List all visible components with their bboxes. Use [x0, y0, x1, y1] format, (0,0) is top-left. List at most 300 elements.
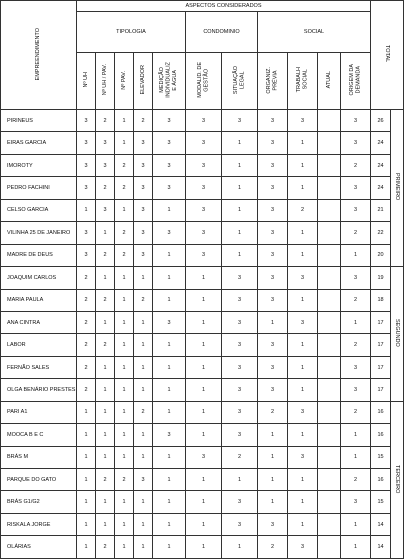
score-cell: 1	[186, 491, 222, 513]
score-cell: 1	[222, 177, 258, 199]
score-cell: 1	[96, 267, 115, 289]
score-cell: 1	[288, 356, 318, 378]
column-header-line: MEDIÇÃO	[159, 67, 166, 93]
score-cell: 2	[96, 289, 115, 311]
score-cell: 2	[134, 289, 153, 311]
total-cell: 17	[371, 311, 391, 333]
score-cell: 1	[115, 334, 134, 356]
score-cell	[318, 536, 341, 558]
score-cell: 1	[134, 334, 153, 356]
score-cell	[318, 177, 341, 199]
total-cell: 15	[371, 446, 391, 468]
score-cell: 1	[288, 222, 318, 244]
score-cell: 3	[153, 222, 186, 244]
table-row	[1, 110, 404, 132]
score-cell: 2	[96, 244, 115, 266]
score-cell: 1	[153, 289, 186, 311]
score-cell: 1	[222, 469, 258, 491]
column-header-line: ORGANIZ.	[266, 66, 272, 94]
score-cell: 1	[288, 379, 318, 401]
score-cell: 2	[115, 222, 134, 244]
score-cell: 1	[153, 536, 186, 558]
score-cell: 1	[77, 491, 96, 513]
score-cell: 1	[258, 446, 288, 468]
rank-group-label	[391, 401, 404, 558]
score-cell: 2	[77, 379, 96, 401]
score-cell: 1	[341, 536, 371, 558]
score-cell: 1	[77, 536, 96, 558]
score-cell: 3	[258, 199, 288, 221]
score-cell: 1	[288, 491, 318, 513]
score-cell: 1	[96, 424, 115, 446]
score-cell: 2	[222, 446, 258, 468]
score-cell: 3	[222, 491, 258, 513]
score-cell: 1	[77, 513, 96, 535]
table-row	[1, 199, 404, 221]
empreendimento-name: BRÁS M	[1, 446, 77, 468]
empreendimento-name: PARQUE DO GATO	[1, 469, 77, 491]
score-cell: 1	[115, 267, 134, 289]
score-cell: 3	[258, 289, 288, 311]
score-cell: 3	[288, 267, 318, 289]
empreendimento-name: PEDRO FACHINI	[1, 177, 77, 199]
score-cell: 1	[153, 334, 186, 356]
score-cell: 1	[186, 334, 222, 356]
aspectos-header: ASPECTOS CONSIDERADOS	[77, 1, 371, 12]
column-header	[77, 53, 96, 110]
score-cell: 1	[96, 379, 115, 401]
score-cell: 2	[341, 154, 371, 176]
score-cell: 2	[96, 334, 115, 356]
score-cell: 1	[77, 424, 96, 446]
score-cell: 3	[222, 424, 258, 446]
table-row	[1, 536, 404, 558]
score-cell: 1	[115, 379, 134, 401]
score-cell: 2	[77, 356, 96, 378]
score-cell: 3	[134, 244, 153, 266]
score-cell	[318, 132, 341, 154]
empreendimento-name: LABOR	[1, 334, 77, 356]
empreendimento-name: OLÁRIAS	[1, 536, 77, 558]
score-cell: 3	[77, 110, 96, 132]
score-cell: 2	[77, 334, 96, 356]
total-cell: 26	[371, 110, 391, 132]
score-cell: 1	[115, 289, 134, 311]
empreendimento-name: MADRE DE DEUS	[1, 244, 77, 266]
score-cell: 2	[77, 311, 96, 333]
score-cell: 1	[134, 424, 153, 446]
score-cell: 1	[153, 469, 186, 491]
score-cell: 1	[96, 356, 115, 378]
score-cell: 3	[341, 267, 371, 289]
column-header	[96, 53, 115, 110]
tipologia-header: TIPOLOGIA	[77, 12, 186, 53]
score-cell: 3	[222, 379, 258, 401]
score-cell: 1	[77, 446, 96, 468]
empreendimento-name: PARI A1	[1, 401, 77, 423]
score-cell: 3	[153, 132, 186, 154]
total-cell: 18	[371, 289, 391, 311]
score-cell: 1	[153, 513, 186, 535]
score-cell	[318, 401, 341, 423]
column-header-line: SOCIAL	[302, 69, 309, 91]
score-cell: 1	[258, 424, 288, 446]
score-cell: 3	[288, 311, 318, 333]
table-row	[1, 267, 404, 289]
score-cell: 1	[288, 289, 318, 311]
score-cell: 3	[153, 424, 186, 446]
score-cell: 1	[288, 513, 318, 535]
empreendimento-name: BRÁS G1/G2	[1, 491, 77, 513]
score-cell: 1	[288, 469, 318, 491]
score-cell: 1	[222, 222, 258, 244]
empreendimento-header: EMPREENDIMENTO	[1, 1, 77, 110]
score-cell: 3	[341, 491, 371, 513]
score-cell	[318, 199, 341, 221]
column-header-line: INDIVIDUALIZ	[165, 62, 172, 98]
score-cell: 1	[96, 222, 115, 244]
table-row	[1, 424, 404, 446]
score-cell	[318, 311, 341, 333]
score-cell: 3	[341, 199, 371, 221]
score-cell: 3	[134, 469, 153, 491]
total-cell: 24	[371, 177, 391, 199]
score-cell: 3	[341, 110, 371, 132]
column-header	[134, 53, 153, 110]
score-cell: 2	[258, 536, 288, 558]
empreendimento-name: CELSO GARCIA	[1, 199, 77, 221]
score-cell: 1	[186, 311, 222, 333]
score-cell: 3	[222, 334, 258, 356]
total-cell: 24	[371, 154, 391, 176]
score-cell	[318, 334, 341, 356]
score-cell: 1	[288, 132, 318, 154]
score-cell	[318, 424, 341, 446]
score-cell: 1	[77, 401, 96, 423]
score-cell	[318, 154, 341, 176]
score-cell: 3	[341, 177, 371, 199]
score-cell: 1	[186, 469, 222, 491]
empreendimento-name: OLGA BENÁRIO PRESTES	[1, 379, 77, 401]
score-cell: 1	[153, 199, 186, 221]
score-cell: 2	[77, 267, 96, 289]
score-cell: 2	[115, 244, 134, 266]
score-cell: 2	[96, 177, 115, 199]
score-cell: 2	[288, 199, 318, 221]
score-cell: 3	[222, 289, 258, 311]
table-row	[1, 356, 404, 378]
score-cell: 3	[77, 244, 96, 266]
total-cell: 17	[371, 379, 391, 401]
score-cell: 3	[258, 177, 288, 199]
score-cell: 3	[134, 132, 153, 154]
total-cell: 20	[371, 244, 391, 266]
score-cell: 3	[341, 379, 371, 401]
score-cell: 1	[186, 536, 222, 558]
score-cell: 1	[153, 446, 186, 468]
score-cell: 3	[258, 244, 288, 266]
score-cell: 1	[134, 356, 153, 378]
score-cell: 1	[134, 379, 153, 401]
score-cell: 1	[186, 267, 222, 289]
score-cell: 1	[96, 513, 115, 535]
score-cell: 1	[115, 132, 134, 154]
score-cell: 2	[258, 401, 288, 423]
score-cell	[318, 446, 341, 468]
score-cell: 3	[186, 110, 222, 132]
score-cell: 1	[186, 379, 222, 401]
score-cell: 3	[258, 154, 288, 176]
score-cell: 1	[96, 446, 115, 468]
column-header	[318, 53, 341, 110]
total-cell: 17	[371, 334, 391, 356]
score-cell: 1	[153, 401, 186, 423]
social-header: SOCIAL	[258, 12, 371, 53]
empreendimento-name: IMOROTY	[1, 154, 77, 176]
table-row	[1, 491, 404, 513]
rank-group-label	[391, 267, 404, 402]
empreendimento-name: ANA CINTRA	[1, 311, 77, 333]
score-cell: 3	[153, 110, 186, 132]
column-header	[222, 53, 258, 110]
score-cell: 3	[222, 110, 258, 132]
column-header-line: Nº UH	[82, 72, 89, 88]
condominio-header: CONDOMINIO	[186, 12, 258, 53]
score-cell: 1	[258, 469, 288, 491]
score-cell: 1	[134, 513, 153, 535]
column-header-line: Nº PAV.	[120, 70, 127, 90]
column-header	[258, 53, 288, 110]
score-cell: 1	[115, 424, 134, 446]
score-cell: 1	[77, 469, 96, 491]
total-cell: 15	[371, 491, 391, 513]
score-cell: 3	[258, 110, 288, 132]
score-cell: 3	[186, 132, 222, 154]
score-cell: 3	[258, 334, 288, 356]
score-cell: 3	[77, 154, 96, 176]
column-header-line: E ÁGUA	[172, 69, 179, 91]
score-cell: 3	[222, 401, 258, 423]
score-cell: 1	[153, 267, 186, 289]
score-cell	[318, 222, 341, 244]
score-cell: 1	[288, 244, 318, 266]
score-cell: 1	[222, 536, 258, 558]
total-cell: 14	[371, 513, 391, 535]
score-cell: 1	[341, 244, 371, 266]
column-header-line: Nº UH / PAV.	[101, 64, 108, 96]
score-cell: 3	[288, 110, 318, 132]
score-cell: 3	[134, 177, 153, 199]
score-cell: 3	[186, 154, 222, 176]
total-cell: 24	[371, 132, 391, 154]
score-cell: 1	[96, 311, 115, 333]
score-cell: 3	[186, 199, 222, 221]
score-cell	[318, 244, 341, 266]
score-cell: 3	[222, 311, 258, 333]
score-cell: 1	[96, 401, 115, 423]
score-cell: 1	[258, 491, 288, 513]
score-cell: 3	[96, 132, 115, 154]
table-row	[1, 132, 404, 154]
score-cell: 1	[341, 424, 371, 446]
score-cell: 1	[288, 424, 318, 446]
total-cell: 16	[371, 424, 391, 446]
table-row	[1, 401, 404, 423]
score-cell: 2	[77, 289, 96, 311]
score-cell: 2	[341, 401, 371, 423]
table-row	[1, 469, 404, 491]
score-cell: 1	[77, 199, 96, 221]
column-header	[115, 53, 134, 110]
score-cell: 3	[258, 513, 288, 535]
score-cell: 2	[115, 469, 134, 491]
score-cell: 1	[115, 356, 134, 378]
empreendimento-name: PIRINEUS	[1, 110, 77, 132]
score-cell: 3	[153, 177, 186, 199]
column-header-line: LEGAL	[239, 71, 246, 89]
score-cell: 1	[186, 513, 222, 535]
score-cell: 1	[115, 536, 134, 558]
score-cell: 3	[258, 379, 288, 401]
rank-group-text: SEGUNDO	[394, 318, 400, 347]
score-cell: 1	[115, 110, 134, 132]
score-cell: 3	[134, 199, 153, 221]
score-cell: 3	[186, 222, 222, 244]
score-cell: 1	[186, 401, 222, 423]
score-cell: 1	[115, 513, 134, 535]
score-cell	[318, 356, 341, 378]
table-row	[1, 154, 404, 176]
score-cell: 1	[186, 424, 222, 446]
score-cell: 1	[222, 199, 258, 221]
score-cell: 1	[222, 244, 258, 266]
column-header-line: DEMANDA	[355, 66, 362, 94]
rank-group-label	[391, 110, 404, 267]
score-cell: 1	[222, 132, 258, 154]
table-row	[1, 244, 404, 266]
score-cell: 1	[134, 267, 153, 289]
column-header	[341, 53, 371, 110]
score-cell: 3	[222, 267, 258, 289]
table-row	[1, 177, 404, 199]
score-cell: 2	[134, 401, 153, 423]
score-cell: 1	[153, 244, 186, 266]
score-cell: 3	[288, 401, 318, 423]
score-cell: 2	[115, 177, 134, 199]
score-cell: 1	[134, 491, 153, 513]
score-cell: 2	[341, 222, 371, 244]
score-cell: 3	[186, 177, 222, 199]
score-cell: 3	[77, 222, 96, 244]
score-cell: 3	[77, 177, 96, 199]
column-header-line: SITUAÇÃO	[233, 65, 239, 95]
score-cell: 3	[153, 154, 186, 176]
score-cell	[318, 289, 341, 311]
column-header-line: GESTÃO	[203, 68, 210, 92]
score-cell	[318, 267, 341, 289]
score-cell: 1	[258, 311, 288, 333]
empreendimento-name: MARIA PAULA	[1, 289, 77, 311]
score-cell: 3	[96, 154, 115, 176]
score-cell: 1	[153, 356, 186, 378]
score-cell: 1	[115, 446, 134, 468]
score-cell: 2	[96, 110, 115, 132]
score-cell: 1	[115, 199, 134, 221]
score-cell: 1	[115, 491, 134, 513]
score-cell: 1	[134, 536, 153, 558]
score-cell: 2	[96, 469, 115, 491]
column-header	[153, 53, 186, 110]
score-cell: 1	[288, 334, 318, 356]
empreendimento-name: MOOCA B E C	[1, 424, 77, 446]
score-cell: 2	[96, 536, 115, 558]
column-header-line: ELEVADOR	[139, 65, 146, 95]
column-header	[288, 53, 318, 110]
score-cell	[318, 469, 341, 491]
table-row	[1, 513, 404, 535]
rank-group-text: TERCEIRO	[394, 464, 400, 493]
score-cell: 3	[341, 356, 371, 378]
score-cell: 2	[115, 154, 134, 176]
rank-group-text: PRIMEIRO	[394, 173, 400, 201]
score-cell	[318, 513, 341, 535]
column-header	[186, 53, 222, 110]
column-header-line: ORIGEM DA	[349, 64, 355, 96]
score-cell: 1	[153, 379, 186, 401]
score-cell: 3	[288, 446, 318, 468]
score-cell: 1	[341, 446, 371, 468]
empreendimento-name: EIRAS GARCIA	[1, 132, 77, 154]
total-cell: 19	[371, 267, 391, 289]
score-cell: 3	[258, 222, 288, 244]
column-header-line: MODALID. DE	[197, 62, 203, 98]
score-cell: 1	[96, 491, 115, 513]
score-cell: 1	[186, 356, 222, 378]
total-cell: 17	[371, 356, 391, 378]
table-row	[1, 289, 404, 311]
score-cell: 3	[186, 446, 222, 468]
total-cell: 16	[371, 469, 391, 491]
score-cell: 1	[341, 311, 371, 333]
score-cell	[318, 379, 341, 401]
score-cell: 2	[341, 334, 371, 356]
score-cell: 3	[134, 222, 153, 244]
score-cell: 1	[186, 289, 222, 311]
column-header-line: ATUAL	[325, 71, 332, 89]
score-cell: 1	[153, 491, 186, 513]
table-row	[1, 222, 404, 244]
score-cell: 1	[115, 401, 134, 423]
score-cell: 3	[222, 356, 258, 378]
table-row	[1, 334, 404, 356]
score-cell	[318, 110, 341, 132]
score-cell: 3	[258, 132, 288, 154]
score-cell: 1	[115, 311, 134, 333]
score-cell: 2	[134, 110, 153, 132]
table-row	[1, 379, 404, 401]
total-cell: 22	[371, 222, 391, 244]
empreendimento-name: FERNÃO SALES	[1, 356, 77, 378]
score-cell	[318, 491, 341, 513]
score-cell: 1	[288, 177, 318, 199]
score-cell: 3	[222, 513, 258, 535]
score-cell: 3	[153, 311, 186, 333]
score-cell: 3	[77, 132, 96, 154]
total-cell: 16	[371, 401, 391, 423]
score-cell: 1	[341, 513, 371, 535]
column-header-line: TRABALH	[296, 67, 302, 93]
score-cell: 3	[258, 356, 288, 378]
